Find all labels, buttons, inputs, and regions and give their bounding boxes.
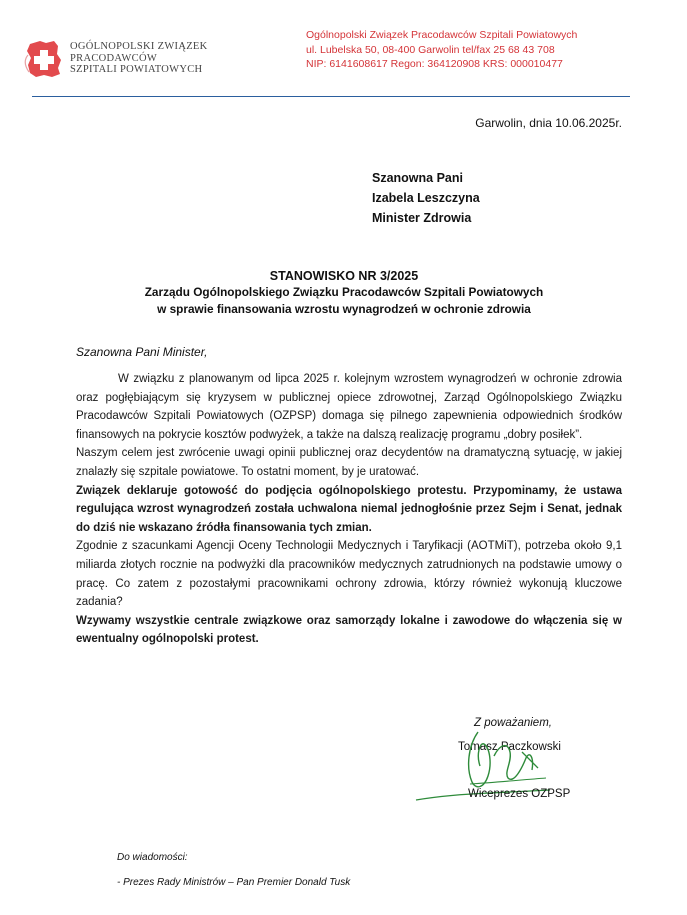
org-name: Ogólnopolski Związek Pracodawców Szpitali Powiatowych [306, 29, 578, 41]
signer-name: Tomasz Paczkowski [458, 741, 561, 753]
logo-line-2: PRACODAWCÓW [70, 52, 158, 64]
addressee-line-2: Izabela Leszczyna [372, 191, 480, 205]
letter-date: Garwolin, dnia 10.06.2025r. [475, 116, 622, 130]
cc-recipient: - Prezes Rady Ministrów – Pan Premier Donald Tusk [117, 877, 351, 888]
poland-map-cross-icon [24, 38, 64, 80]
closing-phrase: Z poważaniem, [474, 717, 552, 729]
letter-body [76, 370, 622, 649]
body-paragraph: W związku z planowanym od lipca 2025 r. kolejnym wzrostem wynagrodzeń w ochronie zdrowia oraz pogłębiającym się kryzysem w publicznej opiece zdrowotnej, Zarząd Ogólnopolskiego Związku Pracodawców Szpitali Powiatowych (OZPSP) domaga się pilnego zapewnienia odpowiednich środków finansowych na pokrycie kosztów podwyżek, a także na dalszą realizację programu „dobry posiłek”. [76, 373, 622, 441]
document-title: STANOWISKO NR 3/2025 [269, 269, 419, 283]
addressee-block [372, 168, 480, 228]
org-registry: NIP: 6141608617 Regon: 364120908 KRS: 000010477 [306, 58, 563, 70]
document-subtitle-2: w sprawie finansowania wzrostu wynagrodzeń w ochronie zdrowia [157, 302, 531, 316]
addressee-line-3: Minister Zdrowia [372, 211, 472, 225]
body-paragraph: Zgodnie z szacunkami Agencji Oceny Technologii Medycznych i Taryfikacji (AOTMiT), potrzeba około 9,1 miliarda złotych rocznie na podwyżki dla pracowników medycznych zatrudnionych na podstawie umowy o pracę. Co zatem z pozostałymi pracownikami ochrony zdrowia, którzy również wykonują kluczowe zadania? [76, 540, 622, 609]
signer-role: Wiceprezes OZPSP [468, 788, 571, 800]
logo-line-3: SZPITALI POWIATOWYCH [70, 64, 203, 75]
organization-logo [24, 38, 224, 82]
letterhead-info [306, 28, 626, 72]
header-divider [32, 96, 630, 97]
salutation: Szanowna Pani Minister, [76, 345, 208, 359]
addressee-line-1: Szanowna Pani [372, 171, 463, 185]
document-subtitle-1: Zarządu Ogólnopolskiego Związku Pracodawców Szpitali Powiatowych [144, 285, 544, 299]
body-paragraph-bold: Związek deklaruje gotowość do podjęcia ogólnopolskiego protestu. Przypominamy, że ustawa regulująca wzrost wynagrodzeń została uchwalona niemal jednogłośnie przez Sejm i Senat, jednak do dziś nie wskazano źródła finansowania tych zmian. [76, 484, 622, 534]
org-address: ul. Lubelska 50, 08-400 Garwolin tel/fax 25 68 43 708 [306, 43, 555, 56]
logo-line-1: OGÓLNOPOLSKI ZWIĄZEK [70, 41, 208, 52]
document-title-block [60, 268, 628, 318]
body-paragraph-bold: Wzywamy wszystkie centrale związkowe oraz samorządy lokalne i zawodowe do włączenia się w ewentualny ogólnopolski protest. [76, 614, 622, 646]
cc-title: Do wiadomości: [117, 852, 188, 863]
body-paragraph: Naszym celem jest zwrócenie uwagi opinii publicznej oraz decydentów na dramatyczną sytuację, w jakiej znalazły się szpitale powiatowe. To ostatni moment, by je uratować. [76, 447, 622, 478]
